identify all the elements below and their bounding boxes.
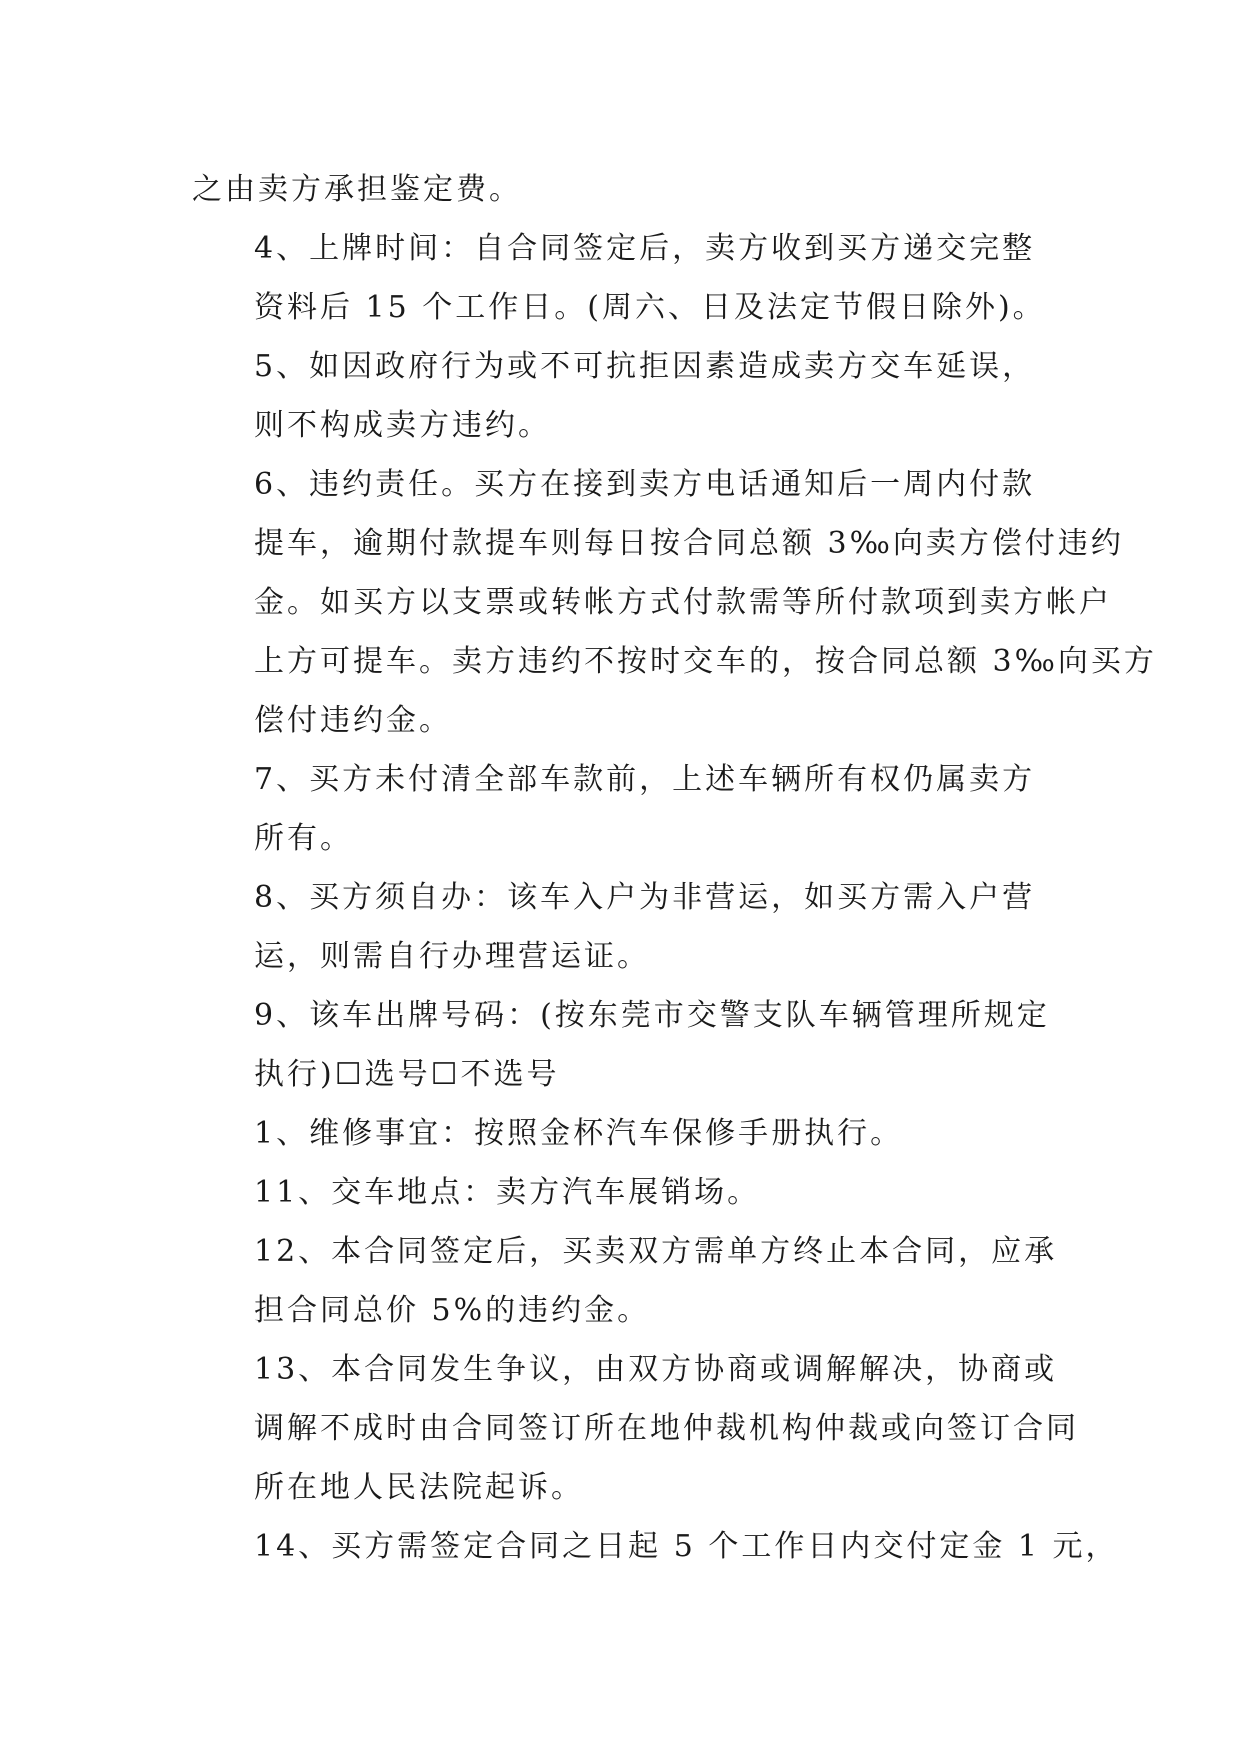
text-line: 资料后 15 个工作日。(周六、日及法定节假日除外)。 [254,290,1046,325]
text-line: 4、上牌时间：自合同签定后，卖方收到买方递交完整 [254,231,1036,266]
text-line: 提车，逾期付款提车则每日按合同总额 3‰向卖方偿付违约 [254,526,1124,561]
text-line: 之由卖方承担鉴定费。 [192,172,522,207]
text-line: 6、违约责任。买方在接到卖方电话通知后一周内付款 [254,467,1036,502]
paragraph-clause-11-delivery-location [192,1163,1052,1222]
text-line: 上方可提车。卖方违约不按时交车的，按合同总额 3‰向买方 [254,644,1157,679]
paragraph-clause-7-ownership [192,750,1052,868]
paragraph-clause-5-force-majeure [192,337,1052,455]
text-line: 11、交车地点：卖方汽车展销场。 [254,1175,761,1210]
text-line: 9、该车出牌号码：(按东莞市交警支队车辆管理所规定 [254,998,1050,1033]
paragraph-clause-8-buyer-duties [192,868,1052,986]
text-line: 偿付违约金。 [254,703,452,738]
text-line: 运，则需自行办理营运证。 [254,939,650,974]
paragraph-clause-6-liability [192,455,1157,750]
text-line: 金。如买方以支票或转帐方式付款需等所付款项到卖方帐户 [254,585,1112,620]
paragraph-appraisal-fee-continuation [192,160,1052,219]
text-line: 则不构成卖方违约。 [254,408,551,443]
text-line: 5、如因政府行为或不可抗拒因素造成卖方交车延误， [254,349,1036,384]
paragraph-clause-14-deposit [192,1517,1119,1576]
text-line: 8、买方须自办：该车入户为非营运，如买方需入户营 [254,880,1036,915]
text-line: 13、本合同发生争议，由双方协商或调解解决，协商或 [254,1352,1058,1387]
paragraph-clause-4-plate-registration [192,219,1052,337]
paragraph-clause-maintenance [192,1104,1052,1163]
paragraph-clause-9-plate-number [192,986,1052,1104]
paragraph-clause-13-disputes [192,1340,1079,1517]
text-line: 担合同总价 5%的违约金。 [254,1293,651,1328]
text-line: 所有。 [254,821,353,856]
text-line: 12、本合同签定后，买卖双方需单方终止本合同，应承 [254,1234,1058,1269]
text-line: 14、买方需签定合同之日起 5 个工作日内交付定金 1 元， [254,1529,1119,1564]
document-body [192,160,1157,1576]
paragraph-clause-12-termination [192,1222,1058,1340]
text-line: 7、买方未付清全部车款前，上述车辆所有权仍属卖方 [254,762,1036,797]
text-line: 调解不成时由合同签订所在地仲裁机构仲裁或向签订合同 [254,1411,1079,1446]
text-line: 执行)☐选号☐不选号 [254,1057,560,1092]
text-line: 1、维修事宜：按照金杯汽车保修手册执行。 [254,1116,904,1151]
text-line: 所在地人民法院起诉。 [254,1470,584,1505]
